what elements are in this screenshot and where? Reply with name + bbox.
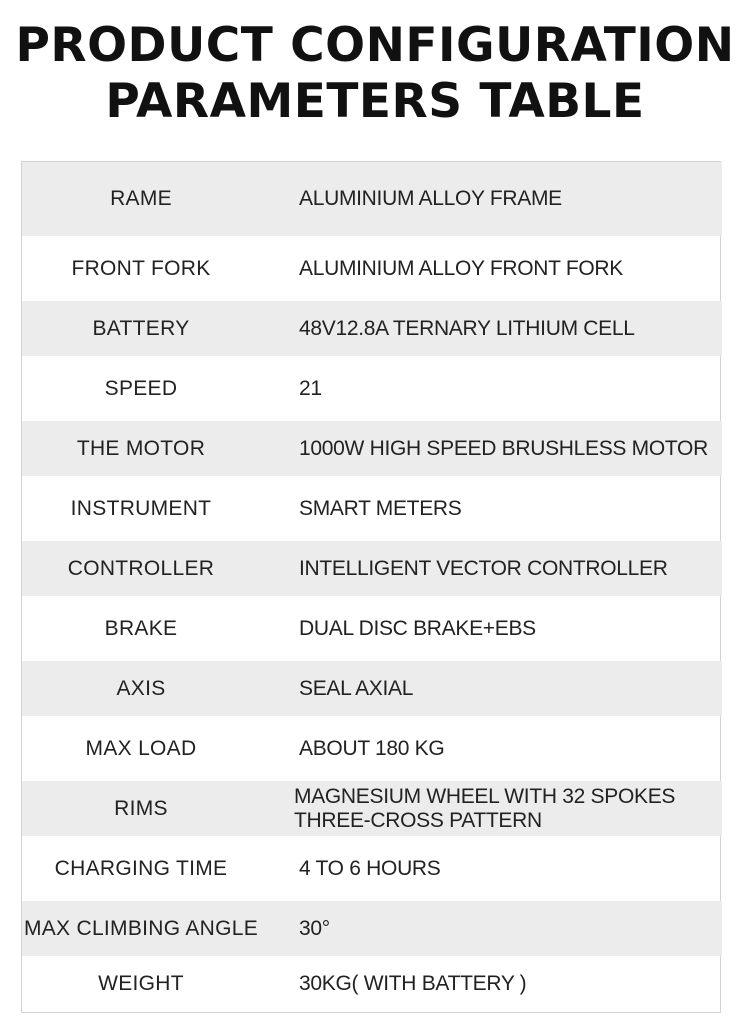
param-name: RAME (110, 187, 172, 210)
param-name: CONTROLLER (67, 556, 215, 580)
param-name: MAX CLIMBING ANGLE (23, 916, 259, 940)
param-value (294, 785, 675, 833)
param-value-line-1: MAGNESIUM WHEEL WITH 32 SPOKES (294, 784, 676, 808)
param-name: INSTRUMENT (70, 496, 212, 520)
table-row-weight (22, 956, 722, 1012)
table-row-frame (22, 162, 722, 236)
param-value: 30° (299, 916, 330, 940)
param-value: SEAL AXIAL (299, 676, 414, 700)
table-row-max-load (22, 716, 722, 781)
table-row-rims (22, 781, 722, 836)
param-value: ALUMINIUM ALLOY FRONT FORK (299, 256, 623, 280)
param-value: INTELLIGENT VECTOR CONTROLLER (299, 556, 668, 580)
param-value: 48V12.8A TERNARY LITHIUM CELL (299, 316, 635, 340)
param-name: SPEED (104, 376, 178, 400)
param-name: MAX LOAD (85, 736, 197, 760)
table-row-charging-time (22, 836, 722, 901)
param-name: THE MOTOR (76, 436, 206, 460)
table-row-speed (22, 356, 722, 421)
param-name: WEIGHT (98, 972, 184, 995)
param-value-line-2: THREE-CROSS PATTERN (294, 808, 542, 832)
param-value: 4 TO 6 HOURS (299, 856, 441, 880)
param-value: DUAL DISC BRAKE+EBS (299, 616, 536, 640)
param-value: SMART METERS (299, 496, 462, 520)
table-row-controller (22, 541, 722, 596)
param-name: BATTERY (92, 316, 190, 340)
param-name: FRONT FORK (71, 256, 211, 280)
page-title (0, 18, 750, 130)
param-value: 21 (299, 376, 322, 400)
param-name: AXIS (116, 676, 166, 700)
table-row-brake (22, 596, 722, 661)
table-row-front-fork (22, 236, 722, 301)
title-line-1: PRODUCT CONFIGURATION (15, 18, 735, 73)
param-value: 30KG( WITH BATTERY ) (299, 972, 527, 995)
parameters-table (21, 161, 721, 1013)
param-value: 1000W HIGH SPEED BRUSHLESS MOTOR (299, 436, 708, 460)
param-name: RIMS (114, 796, 168, 820)
table-row-battery (22, 301, 722, 356)
table-row-motor (22, 421, 722, 476)
table-row-instrument (22, 476, 722, 541)
table-row-axis (22, 661, 722, 716)
param-name: CHARGING TIME (54, 856, 228, 880)
title-line-2: PARAMETERS TABLE (105, 74, 645, 129)
param-value: ABOUT 180 KG (299, 736, 445, 760)
param-name: BRAKE (104, 616, 178, 640)
table-row-max-climbing-angle (22, 901, 722, 956)
param-value: ALUMINIUM ALLOY FRAME (299, 187, 562, 210)
